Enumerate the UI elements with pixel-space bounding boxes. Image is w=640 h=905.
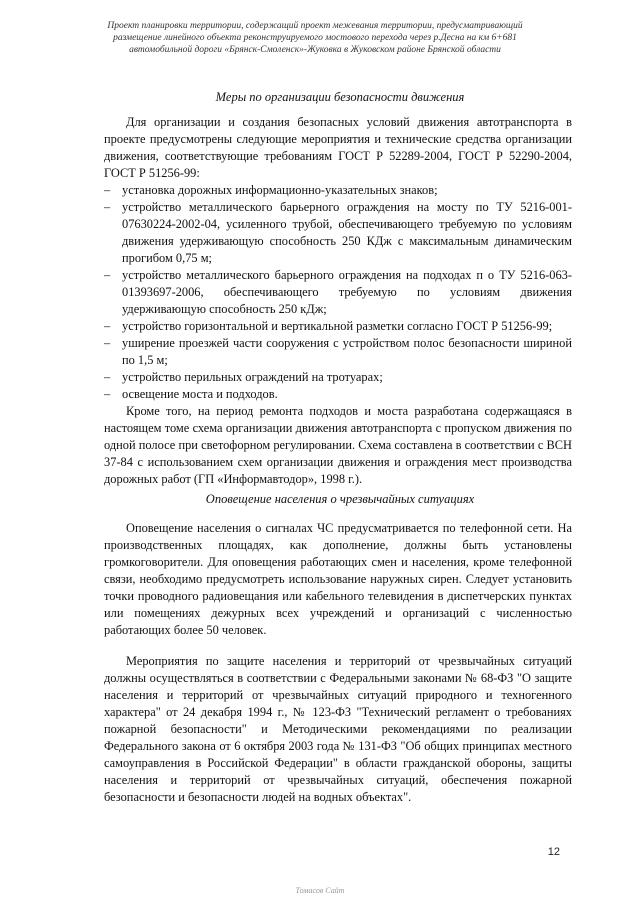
dash-bullet: – [104,336,111,350]
alert-paragraph: Оповещение населения о сигналах ЧС предусматривается по телефонной сети. На производственных площадях, как дополнение, должны быть установлены громкоговорители. Для оповещения работающих смен и населения, кроме телефонной связи, необходимо предусмотреть использование наружных сирен. Следует установить точки проводного радиовещания или кабельного телевидения в диспетчерских пунктах или помещениях дежурных всех учреждений и организаций с численностью работающих более 50 человек. [104,521,572,637]
section-outro-paragraph: Кроме того, на период ремонта подходов и моста разработана содержащаяся в настоящем томе схема организации движения автотранспорта с пропуском движения по одной полосе при светофорном регулировании. Схема составлена в соответствии с ВСН 37-84 с использованием схем организации движения и ограждения мест производства дорожных работ (ГП «Информавтодор», 1998 г.). [104,404,572,486]
section-title-emergency-alert: Оповещение населения о чрезвычайных ситуациях [205,492,475,506]
dash-bullet: – [104,268,111,282]
list-item: – освещение моста и подходов. [104,387,278,401]
header-line: автомобильной дороги «Брянск-Смоленск»-Жуковка в Жуковском районе Брянской области [129,45,501,55]
dash-bullet: – [104,370,111,384]
traffic-safety-section [104,114,572,488]
list-item: – устройство металлического барьерного ограждения на мосту по ТУ 5216-001-07630224-2002-04, усиленного трубой, обеспечивающего требуемую по условиям движения удерживающую способность 250 КДж с максимальным динамическим прогибом 0,75 м; [104,200,572,265]
header-line: Проект планировки территории, содержащий проект межевания территории, предусматривающий [107,21,523,31]
dash-bullet: – [104,319,111,333]
legal-basis-paragraph: Мероприятия по защите населения и территорий от чрезвычайных ситуаций должны осуществляться в соответствии с Федеральными законами № 68-ФЗ "О защите населения и территорий от чрезвычайных ситуаций природного и техногенного характера" от 24 декабря 1994 г., № 123-ФЗ "Технический регламент о требованиях пожарной безопасности" и Методическими рекомендациями по реализации Федерального закона от 6 октября 2003 года № 131-ФЗ "Об общих принципах местного самоуправления в Российской Федерации" в области гражданской обороны, защиты населения и территорий от чрезвычайных ситуаций, обеспечения пожарной безопасности и безопасности людей на водных объектах". [104,654,572,804]
dash-bullet: – [104,200,111,214]
section-intro-paragraph: Для организации и создания безопасных условий движения автотранспорта в проекте предусмотрены следующие мероприятия и технические средства организации движения, соответствующие требованиям ГОСТ Р 52289-2004, ГОСТ Р 52290-2004, ГОСТ Р 51256-99: [104,115,572,180]
footer-watermark: Томасов Сайт [295,886,345,895]
document-header [80,20,550,56]
page-number: 12 [547,846,560,858]
list-item: – установка дорожных информационно-указательных знаков; [104,183,438,197]
list-item: – устройство горизонтальной и вертикальной разметки согласно ГОСТ Р 51256-99; [104,319,553,333]
emergency-alert-section [104,520,572,806]
measures-list [104,182,572,403]
list-item: – устройство металлического барьерного ограждения на подходах п о ТУ 5216-063-01393697-2006, обеспечивающего требуемую по условиям движения удерживающую способность 250 кДж; [104,268,572,316]
paragraph-spacer [104,639,572,653]
section-title-traffic-safety: Меры по организации безопасности движения [215,90,465,104]
dash-bullet: – [104,387,111,401]
dash-bullet: – [104,183,111,197]
list-item: – устройство перильных ограждений на тротуарах; [104,370,383,384]
header-line: размещение линейного объекта реконструируемого мостового перехода через р.Десна на км 6+681 [113,33,517,43]
list-item: – уширение проезжей части сооружения с устройством полос безопасности шириной по 1,5 м; [104,336,572,367]
